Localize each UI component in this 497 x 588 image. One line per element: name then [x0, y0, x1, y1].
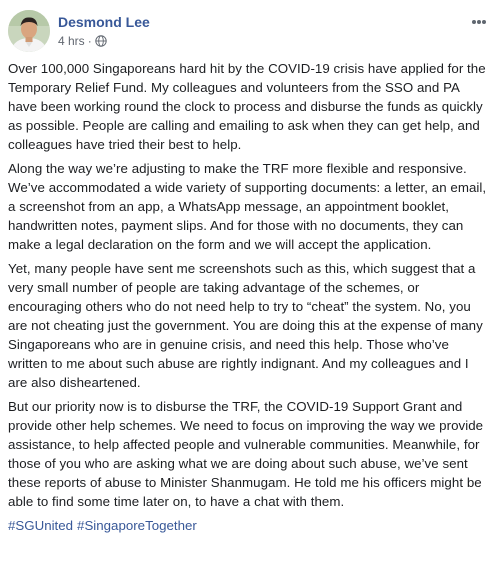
- post-body: [8, 59, 490, 535]
- more-options-icon[interactable]: [469, 12, 489, 26]
- post-meta: [58, 34, 107, 50]
- meta-separator: ·: [87, 34, 92, 48]
- hashtag-list: [8, 516, 490, 535]
- post-paragraph-1: Over 100,000 Singaporeans hard hit by the COVID-19 crisis have applied for the Temporary Relief Fund. My colleagues and volunteers from the SSO and PA have been working round the clock to process and disburse the funds as quickly as possible. People are calling and emailing to ask when they can get help, and colleagues have tried their best to help.: [8, 61, 486, 152]
- post-paragraph-4: But our priority now is to disburse the TRF, the COVID-19 Support Grant and provide other help schemes. We need to focus on improving the way we provide assistance, to help affected people and vulnerable communities. Meanwhile, for those of you who are asking what we are doing about such abuse, we’ve sent these reports of abuse to Minister Shanmugam. He told me his officers might be able to find some time later on, to have a chat with them.: [8, 399, 484, 509]
- post-paragraph-2: Along the way we’re adjusting to make the TRF more flexible and responsive. We’ve accommodated a wide variety of supporting documents: a letter, an email, a screenshot from an app, a WhatsApp message, an appointment booklet, handwritten notes, payment slips. And for those with no documents, they can make a legal declaration on the form and we will accept the application.: [8, 161, 487, 252]
- hashtag-sgunited[interactable]: #SGUnited: [8, 518, 74, 533]
- post-timestamp[interactable]: 4 hrs: [58, 34, 85, 48]
- avatar-photo: [8, 10, 50, 52]
- hashtag-singaporetogether[interactable]: #SingaporeTogether: [77, 518, 197, 533]
- post-paragraph-3: Yet, many people have sent me screenshots such as this, which suggest that a very small number of people are taking advantage of the schemes, or encouraging others who do not need help to try to “cheat” the system. No, you are not cheating just the government. You are doing this at the expense of many Singaporeans who are in genuine crisis, and need this help. Those who’ve written to me about such abuse are rightly indignant. And my colleagues and I are also disheartened.: [8, 261, 483, 390]
- globe-icon: [95, 35, 107, 50]
- author-avatar[interactable]: [8, 10, 50, 52]
- author-name[interactable]: Desmond Lee: [58, 14, 150, 30]
- post-header: [8, 10, 489, 54]
